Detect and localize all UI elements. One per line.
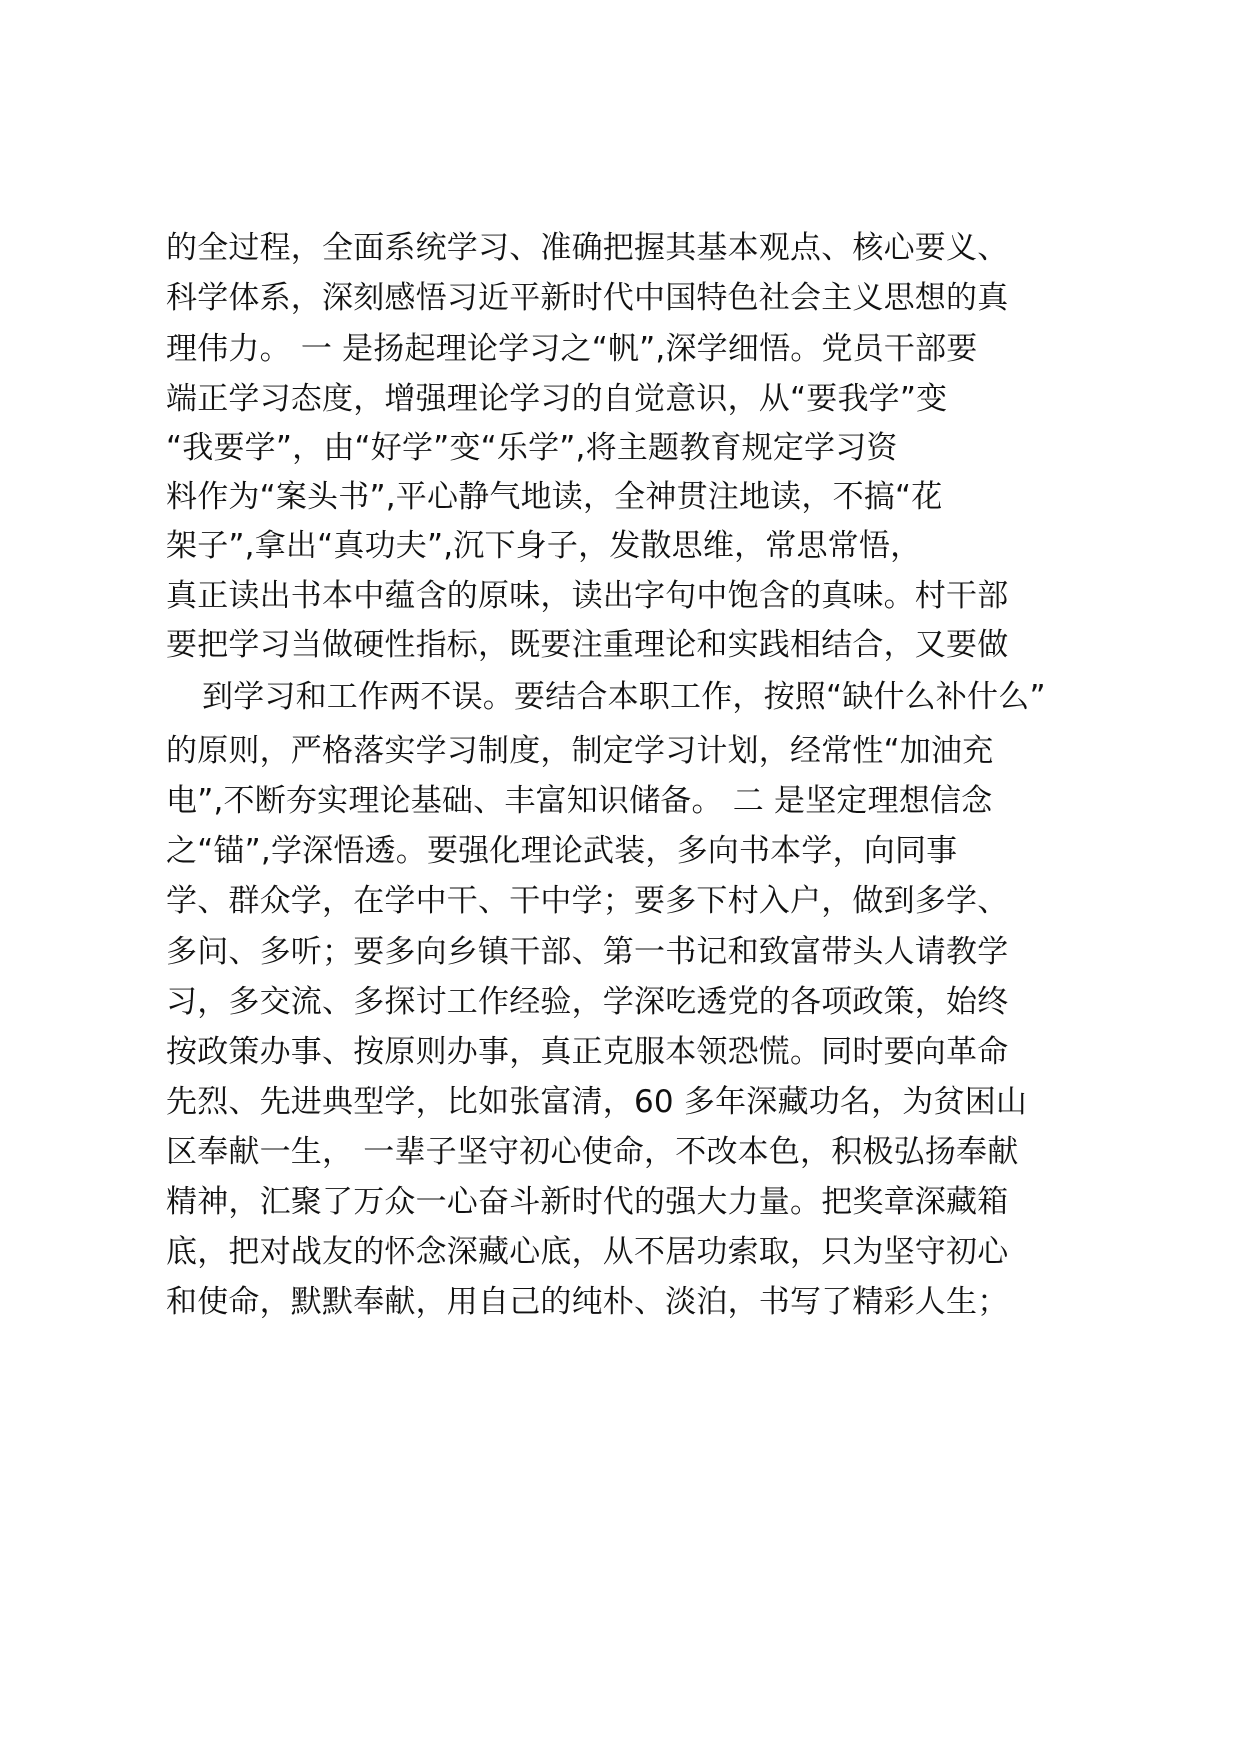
text-line: 要把学习当做硬性指标，既要注重理论和实践相结合，又要做 <box>166 627 1009 663</box>
text-line: 理伟力。 一 是扬起理论学习之“帆”,深学细悟。党员干部要 <box>166 331 978 367</box>
text-line: 电”,不断夯实理论基础、丰富知识储备。 二 是坚定理想信念 <box>166 783 993 819</box>
text-line: 多问、多听；要多向乡镇干部、第一书记和致富带头人请教学 <box>166 934 1009 970</box>
text-line: 科学体系，深刻感悟习近平新时代中国特色社会主义思想的真 <box>166 280 1009 316</box>
text-line: 架子”,拿出“真功夫”,沉下身子，发散思维，常思常悟， <box>166 528 922 564</box>
text-line: 料作为“案头书”,平心静气地读，全神贯注地读，不搞“花 <box>166 479 943 515</box>
text-line: 到学习和工作两不误。要结合本职工作，按照“缺什么补什么” <box>202 679 1046 715</box>
text-line: 精神，汇聚了万众一心奋斗新时代的强大力量。把奖章深藏箱 <box>166 1184 1009 1220</box>
text-line: 习，多交流、多探讨工作经验，学深吃透党的各项政策，始终 <box>166 984 1009 1020</box>
text-line: 的全过程，全面系统学习、准确把握其基本观点、核心要义、 <box>166 230 1009 266</box>
text-line: 区奉献一生， 一辈子坚守初心使命，不改本色，积极弘扬奉献 <box>166 1134 1019 1170</box>
text-line: 之“锚”,学深悟透。要强化理论武装，多向书本学，向同事 <box>166 833 958 869</box>
text-line: 的原则，严格落实学习制度，制定学习计划，经常性“加油充 <box>166 733 994 769</box>
text-line: 真正读出书本中蕴含的原味，读出字句中饱含的真味。村干部 <box>166 578 1009 614</box>
text-line: 端正学习态度，增强理论学习的自觉意识，从“要我学”变 <box>166 381 948 417</box>
text-line: 学、群众学，在学中干、干中学；要多下村入户，做到多学、 <box>166 883 1009 919</box>
text-line: 和使命，默默奉献，用自己的纯朴、淡泊，书写了精彩人生； <box>166 1284 1009 1320</box>
text-line: 先烈、先进典型学，比如张富清，60 多年深藏功名，为贫困山 <box>166 1084 1028 1120</box>
text-line: 按政策办事、按原则办事，真正克服本领恐慌。同时要向革命 <box>166 1034 1009 1070</box>
text-line: “我要学”，由“好学”变“乐学”,将主题教育规定学习资 <box>166 430 898 466</box>
text-line: 底，把对战友的怀念深藏心底，从不居功索取，只为坚守初心 <box>166 1234 1009 1270</box>
